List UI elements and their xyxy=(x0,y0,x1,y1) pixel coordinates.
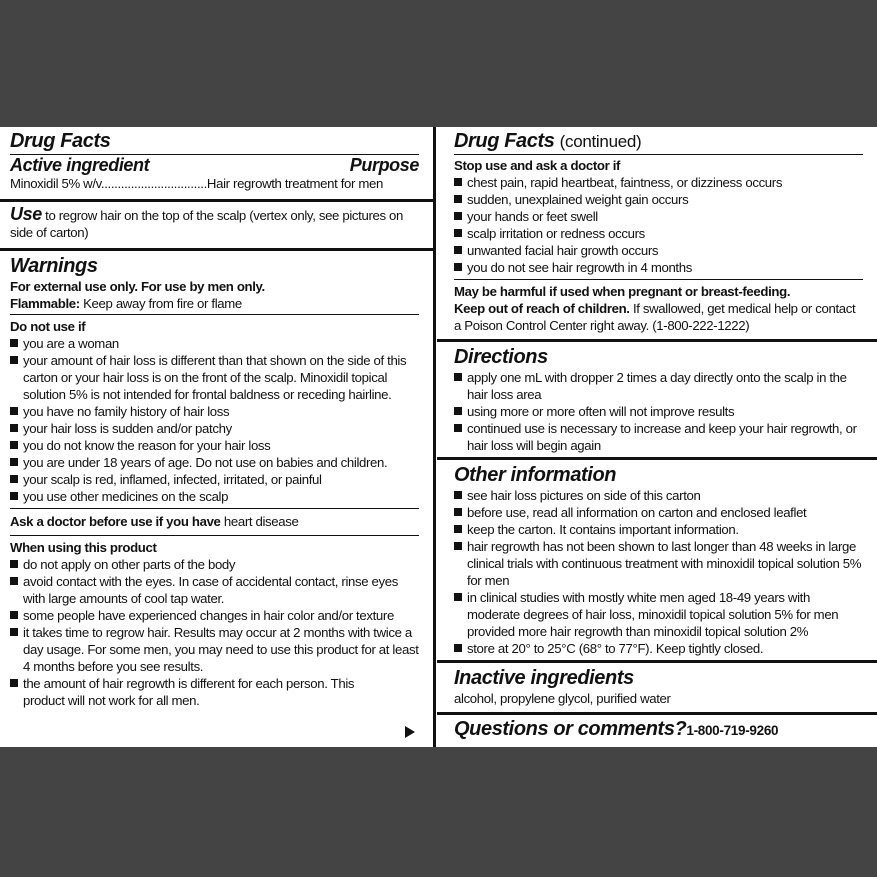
right-column xyxy=(437,127,877,747)
list-item: some people have experienced changes in hair color and/or texture xyxy=(10,607,419,624)
list-item: it takes time to regrow hair. Results may occur at 2 months with twice a day usage. For some men, you may need to use this product for at least 4 months before you see results. xyxy=(10,624,419,675)
purpose-title: Purpose xyxy=(349,155,419,175)
flammable-text: Keep away from fire or flame xyxy=(79,296,242,311)
square-bullet-icon xyxy=(10,339,18,347)
square-bullet-icon xyxy=(454,407,462,415)
square-bullet-icon xyxy=(454,508,462,516)
list-item: hair regrowth has not been shown to last longer than 48 weeks in large clinical trials with continuous treatment with minoxidil topical solution 5% for men xyxy=(454,538,863,589)
list-item: the amount of hair regrowth is different for each person. This product will not work for all men. xyxy=(10,675,419,709)
square-bullet-icon xyxy=(454,263,462,271)
external-use-line: For external use only. For use by men only. xyxy=(10,279,265,294)
list-item: you do not see hair regrowth in 4 months xyxy=(454,259,863,276)
list-item: unwanted facial hair growth occurs xyxy=(454,242,863,259)
list-item: apply one mL with dropper 2 times a day directly onto the scalp in the hair loss area xyxy=(454,369,863,403)
list-item: your scalp is red, inflamed, infected, irritated, or painful xyxy=(10,471,419,488)
square-bullet-icon xyxy=(10,458,18,466)
list-item: you use other medicines on the scalp xyxy=(10,488,419,505)
square-bullet-icon xyxy=(10,611,18,619)
list-item: store at 20° to 25°C (68° to 77°F). Keep tightly closed. xyxy=(454,640,863,657)
pregnancy-warning: May be harmful if used when pregnant or breast-feeding. xyxy=(454,284,791,299)
inactive-ingredients-section xyxy=(454,663,863,712)
list-item: your hands or feet swell xyxy=(454,208,863,225)
list-item: you have no family history of hair loss xyxy=(10,403,419,420)
list-item: using more or more often will not improve results xyxy=(454,403,863,420)
keep-out-label: Keep out of reach of children. xyxy=(454,301,630,316)
stop-use-section xyxy=(454,155,863,279)
list-item: your amount of hair loss is different than that shown on the side of this carton or your hair loss is on the front of the scalp. Minoxidil topical solution 5% is not intended for frontal baldness or receding hairline. xyxy=(10,352,419,403)
list-item: sudden, unexplained weight gain occurs xyxy=(454,191,863,208)
active-ingredient-title: Active ingredient xyxy=(10,155,150,175)
square-bullet-icon xyxy=(454,593,462,601)
flammable-line xyxy=(10,295,419,312)
left-column xyxy=(0,127,435,747)
active-ingredient-line: Minoxidil 5% w/v................................Hair regrowth treatment for men xyxy=(10,176,383,191)
do-not-use-title: Do not use if xyxy=(10,319,86,334)
square-bullet-icon xyxy=(454,525,462,533)
square-bullet-icon xyxy=(10,475,18,483)
directions-section xyxy=(454,342,863,457)
use-text: to regrow hair on the top of the scalp (vertex only, see pictures on side of carton) xyxy=(10,208,404,240)
list-item: scalp irritation or redness occurs xyxy=(454,225,863,242)
list-item: you are a woman xyxy=(10,335,419,352)
questions-phone: 1-800-719-9260 xyxy=(686,723,779,738)
ask-doctor-label: Ask a doctor before use if you have xyxy=(10,514,221,529)
square-bullet-icon xyxy=(454,424,462,432)
square-bullet-icon xyxy=(10,560,18,568)
list-item: in clinical studies with mostly white men aged 18-49 years with moderate degrees of hair loss, minoxidil topical solution 5% for men provided more hair regrowth than minoxidil topical solution 2% xyxy=(454,589,863,640)
drug-facts-continued-title: Drug Facts (continued) xyxy=(454,130,642,152)
square-bullet-icon xyxy=(454,212,462,220)
square-bullet-icon xyxy=(10,492,18,500)
square-bullet-icon xyxy=(454,491,462,499)
square-bullet-icon xyxy=(454,229,462,237)
drug-facts-title: Drug Facts xyxy=(10,130,111,152)
arrow-right-icon xyxy=(405,726,415,738)
list-item: keep the carton. It contains important information. xyxy=(454,521,863,538)
questions-section xyxy=(454,715,863,744)
active-ingredient-header xyxy=(10,154,419,175)
square-bullet-icon xyxy=(10,679,18,687)
when-using-title: When using this product xyxy=(10,540,157,555)
square-bullet-icon xyxy=(454,246,462,254)
keep-out-of-reach xyxy=(454,300,863,334)
ask-doctor-section xyxy=(10,509,419,535)
keep-out-text: If swallowed, get medical help or contact a Poison Control Center right away. (1-800-222-1222) xyxy=(454,301,856,333)
square-bullet-icon xyxy=(10,577,18,585)
list-item: you do not know the reason for your hair loss xyxy=(10,437,419,454)
inactive-ingredients-text: alcohol, propylene glycol, purified water xyxy=(454,691,671,706)
other-information-title: Other information xyxy=(454,464,617,486)
list-item: chest pain, rapid heartbeat, faintness, or dizziness occurs xyxy=(454,174,863,191)
list-item: before use, read all information on carton and enclosed leaflet xyxy=(454,504,863,521)
square-bullet-icon xyxy=(10,424,18,432)
list-item: your hair loss is sudden and/or patchy xyxy=(10,420,419,437)
list-item: continued use is necessary to increase and keep your hair regrowth, or hair loss will begin again xyxy=(454,420,863,454)
square-bullet-icon xyxy=(454,542,462,550)
square-bullet-icon xyxy=(454,195,462,203)
square-bullet-icon xyxy=(10,407,18,415)
square-bullet-icon xyxy=(10,628,18,636)
flammable-label: Flammable: xyxy=(10,296,80,311)
pregnancy-section xyxy=(454,280,863,339)
square-bullet-icon xyxy=(454,373,462,381)
ask-doctor-text: heart disease xyxy=(220,514,299,529)
inactive-ingredients-title: Inactive ingredients xyxy=(454,667,634,689)
list-item: do not apply on other parts of the body xyxy=(10,556,419,573)
square-bullet-icon xyxy=(10,441,18,449)
column-divider xyxy=(433,127,436,747)
list-item: avoid contact with the eyes. In case of accidental contact, rinse eyes with large amounts of cool tap water. xyxy=(10,573,419,607)
other-information-section xyxy=(454,460,863,660)
do-not-use-section xyxy=(10,315,419,508)
square-bullet-icon xyxy=(10,356,18,364)
when-using-section xyxy=(10,536,419,712)
stop-use-title: Stop use and ask a doctor if xyxy=(454,158,621,173)
questions-title: Questions or comments? xyxy=(454,718,687,740)
list-item: see hair loss pictures on side of this carton xyxy=(454,487,863,504)
square-bullet-icon xyxy=(454,644,462,652)
warnings-title: Warnings xyxy=(10,255,98,277)
square-bullet-icon xyxy=(454,178,462,186)
list-item: you are under 18 years of age. Do not use on babies and children. xyxy=(10,454,419,471)
continued-label: (continued) xyxy=(559,132,642,151)
drug-facts-label xyxy=(0,127,877,747)
use-section xyxy=(10,202,419,248)
directions-title: Directions xyxy=(454,346,548,368)
use-title: Use xyxy=(10,204,42,224)
warnings-section xyxy=(10,251,419,314)
